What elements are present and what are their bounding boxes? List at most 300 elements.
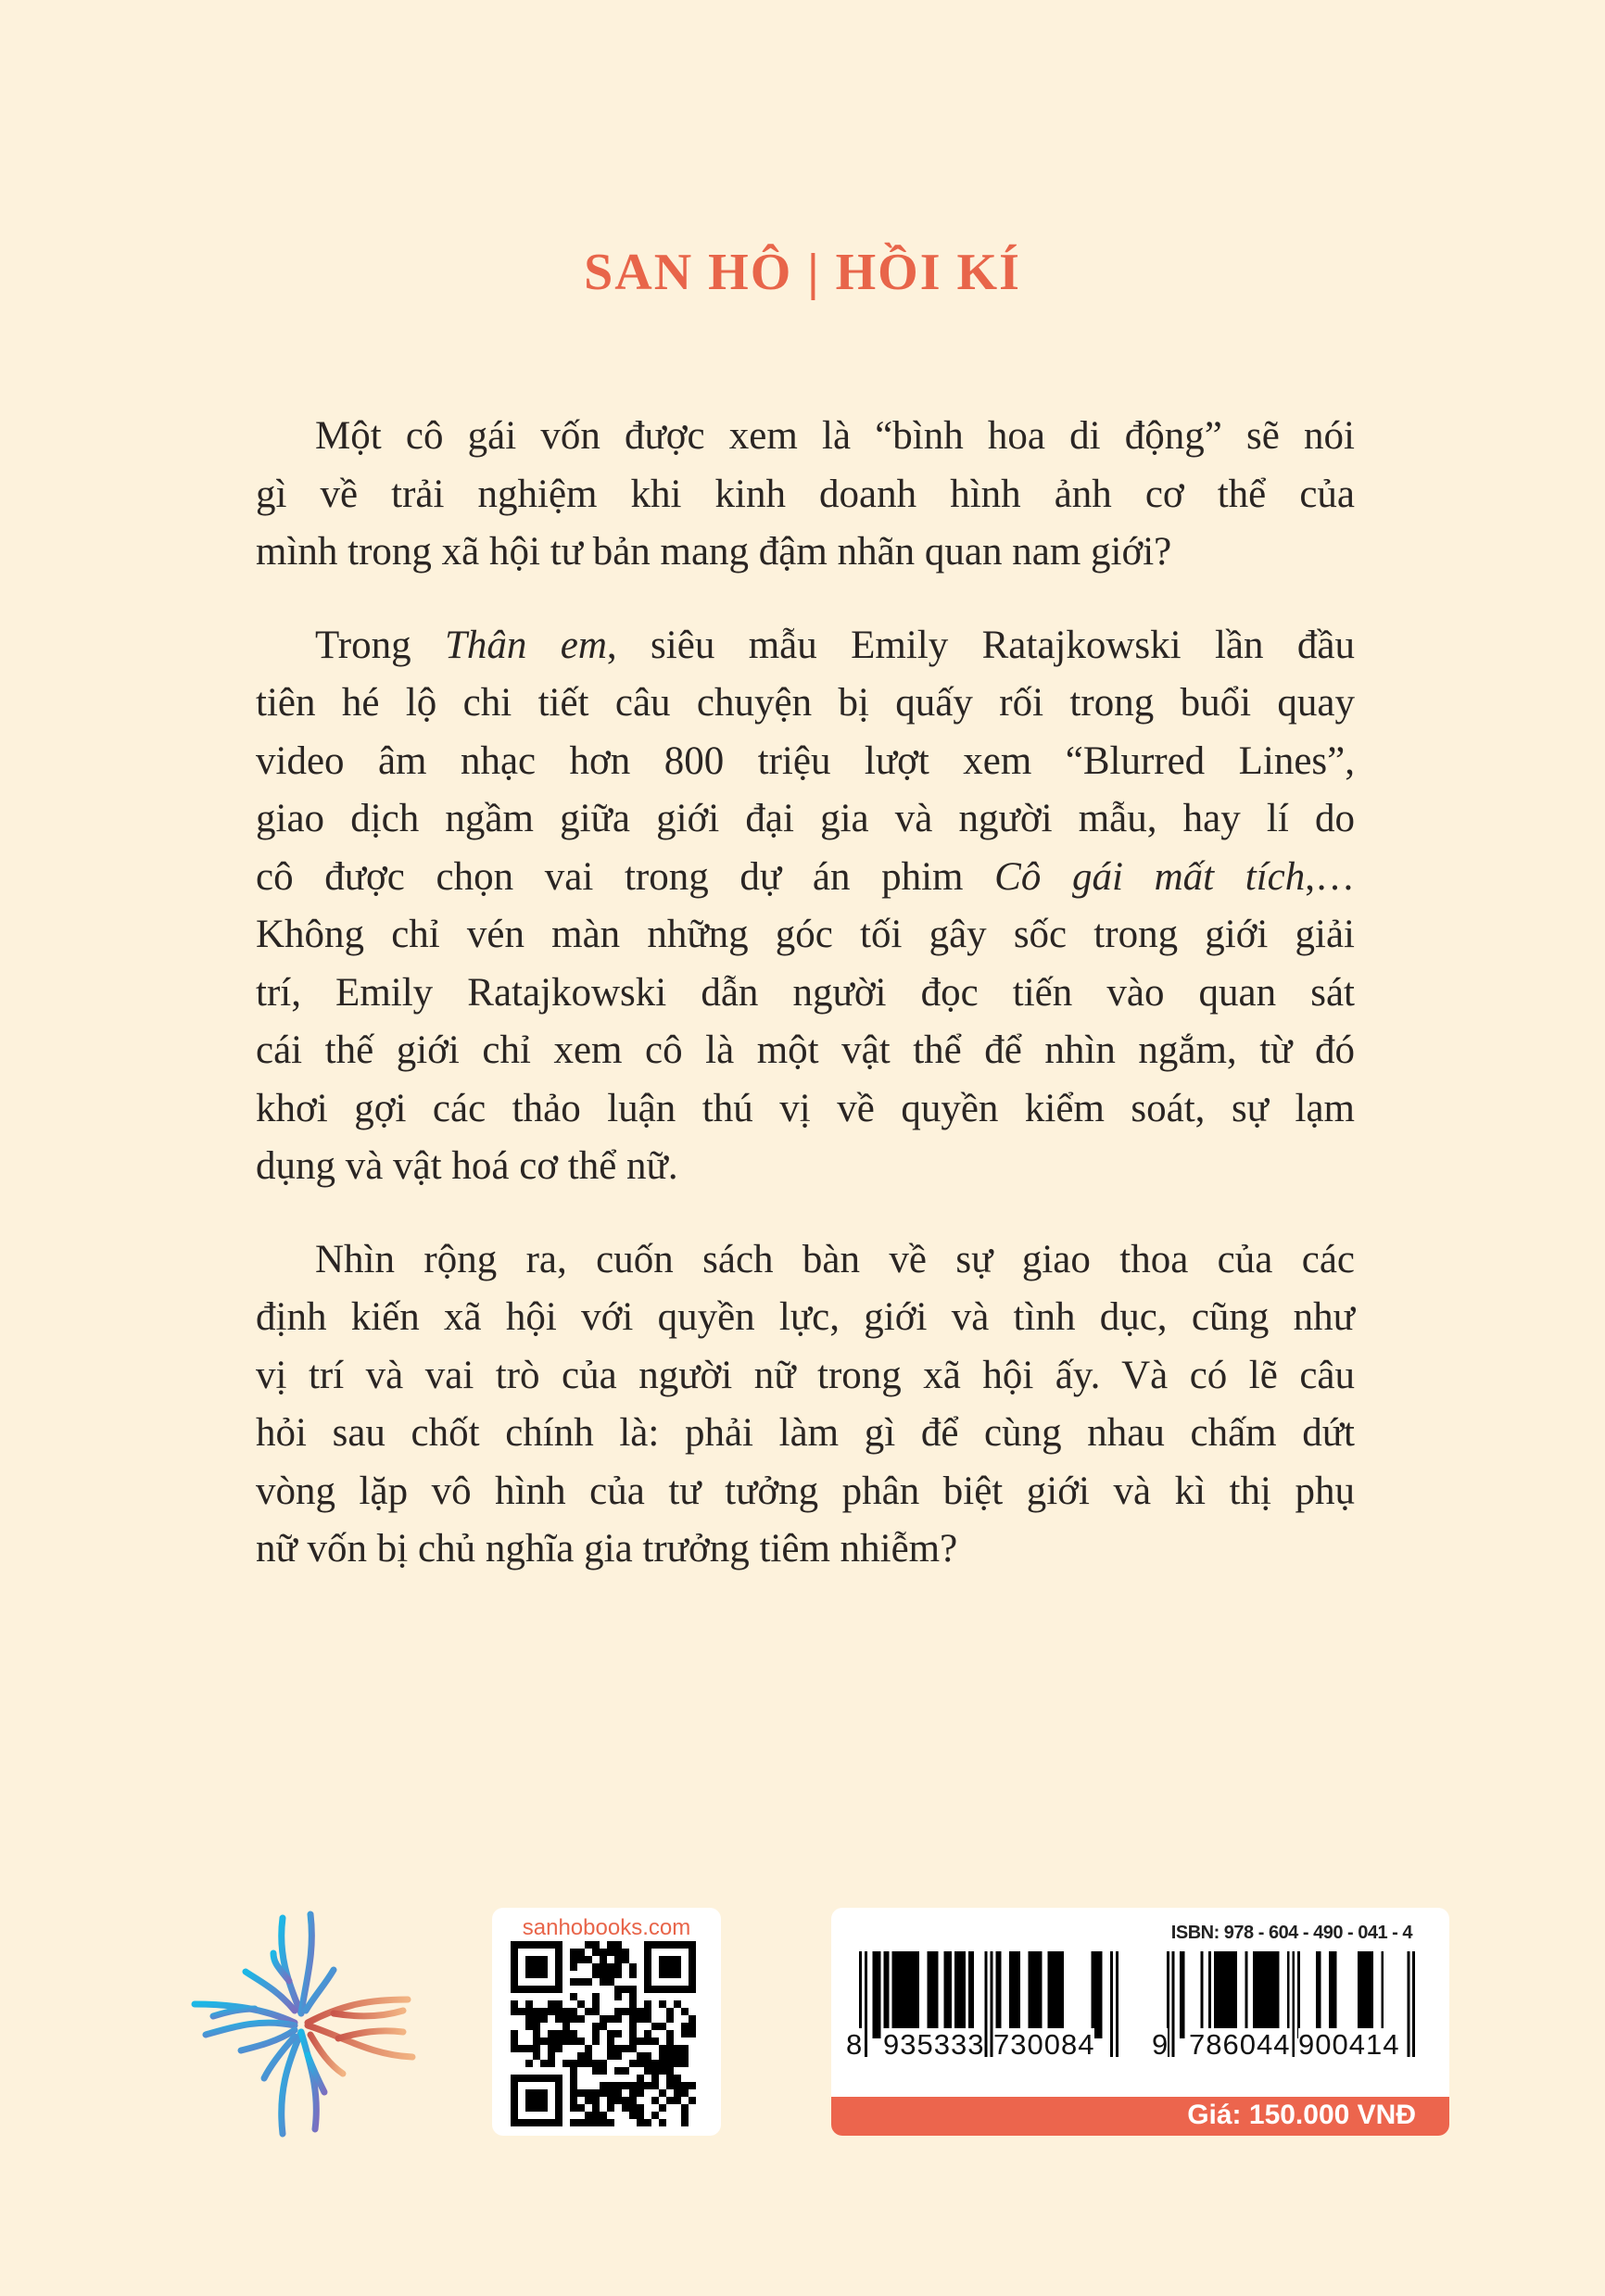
qr-finder: [511, 2119, 562, 2126]
qr-module: [511, 2000, 518, 2008]
qr-module: [585, 2097, 592, 2104]
qr-module: [644, 2008, 651, 2015]
qr-module: [622, 2008, 629, 2015]
qr-module: [592, 1993, 600, 2000]
qr-module: [659, 2045, 666, 2052]
barcode-2-first-digit: 9: [1152, 2028, 1169, 2061]
qr-module: [659, 2089, 666, 2097]
qr-module: [659, 2000, 666, 2008]
qr-module: [681, 2119, 689, 2126]
qr-module: [600, 2067, 607, 2075]
qr-finder: [555, 2075, 562, 2126]
qr-module: [511, 2037, 518, 2045]
qr-module: [614, 2015, 622, 2023]
barcode-bar: [1214, 1951, 1221, 2038]
qr-module: [659, 2023, 666, 2030]
qr-module: [622, 1949, 629, 1956]
qr-module: [607, 1941, 614, 1949]
barcode-guard: [990, 1951, 992, 2057]
barcode-bar: [1017, 1951, 1020, 2038]
qr-module: [637, 2089, 644, 2097]
qr-module: [622, 2067, 629, 2075]
barcode-bar: [1381, 1951, 1384, 2038]
qr-finder: [525, 2089, 548, 2112]
qr-module: [562, 2037, 570, 2045]
qr-module: [622, 2097, 629, 2104]
barcode-bar: [1092, 1951, 1097, 2038]
text-line: [256, 1463, 1355, 1521]
qr-module: [592, 2119, 600, 2126]
qr-module: [629, 2023, 637, 2030]
qr-module: [562, 2015, 570, 2023]
qr-module: [525, 2060, 533, 2067]
qr-module: [614, 2008, 622, 2015]
barcode-guard: [1172, 1951, 1175, 2057]
barcode-bar: [1047, 1951, 1053, 2038]
text-line: [256, 408, 1355, 466]
text-segment: video âm nhạc hơn 800 triệu lượt xem “Blurred Lines”,: [256, 738, 1355, 783]
qr-module: [592, 2037, 600, 2045]
qr-module: [600, 1978, 607, 1986]
sanho-logo-icon: [185, 1907, 417, 2138]
qr-module: [592, 2060, 600, 2067]
qr-module: [629, 1963, 637, 1971]
qr-module: [614, 2067, 622, 2075]
text-line: [256, 524, 1355, 582]
qr-module: [637, 2008, 644, 2015]
qr-module: [570, 2015, 577, 2023]
barcode-bar: [995, 1951, 1001, 2038]
qr-module: [562, 2023, 570, 2030]
qr-module: [681, 2104, 689, 2112]
qr-finder: [511, 2075, 518, 2126]
qr-finder: [555, 1941, 562, 1993]
qr-module: [548, 2045, 555, 2052]
barcode-guard: [1408, 1951, 1410, 2057]
qr-module: [629, 2104, 637, 2112]
barcode-bar: [1053, 1951, 1055, 2038]
qr-module: [644, 2082, 651, 2089]
qr-module: [681, 2060, 689, 2067]
text-segment: vòng lặp vô hình của tư tưởng phân biệt giới và kì thị phụ: [256, 1469, 1355, 1513]
qr-module: [585, 1978, 592, 1986]
qr-module: [614, 2045, 622, 2052]
text-segment: trí, Emily Ratajkowski dẫn người đọc tiến vào quan sát: [256, 970, 1355, 1015]
qr-module: [548, 2060, 555, 2067]
qr-module: [651, 2037, 659, 2045]
qr-module: [629, 2112, 637, 2119]
qr-module: [666, 2067, 674, 2075]
qr-module: [637, 2119, 644, 2126]
qr-module: [577, 1956, 585, 1963]
qr-module: [518, 2008, 525, 2015]
barcode-bar: [1037, 1951, 1043, 2038]
barcode-bar: [873, 1951, 876, 2038]
qr-module: [555, 2015, 562, 2023]
qr-module: [585, 2089, 592, 2097]
qr-module: [600, 1949, 607, 1956]
qr-module: [548, 2030, 555, 2037]
qr-module: [681, 2082, 689, 2089]
qr-module: [637, 2112, 644, 2119]
qr-module: [585, 2112, 592, 2119]
barcode-bar: [1221, 1951, 1229, 2038]
qr-module: [659, 2067, 666, 2075]
qr-module: [585, 2060, 592, 2067]
qr-module: [614, 2097, 622, 2104]
barcode-bar: [960, 1951, 966, 2038]
qr-module: [525, 2023, 533, 2030]
text-line: [256, 906, 1355, 965]
qr-module: [570, 2082, 577, 2089]
qr-module: [600, 1971, 607, 1978]
paragraph: [256, 408, 1355, 582]
qr-module: [629, 1971, 637, 1978]
qr-module: [577, 2015, 585, 2023]
text-segment: định kiến xã hội với quyền lực, giới và tình dục, cũng như: [256, 1295, 1355, 1339]
qr-module: [614, 1971, 622, 1978]
qr-module: [622, 1986, 629, 1993]
qr-module: [555, 2030, 562, 2037]
qr-module: [570, 2030, 577, 2037]
text-line: [256, 1520, 1355, 1579]
text-segment: dụng và vật hoá cơ thể nữ.: [256, 1144, 678, 1188]
qr-module: [629, 2008, 637, 2015]
qr-module: [666, 2037, 674, 2045]
qr-module: [570, 2104, 577, 2112]
qr-module: [637, 2052, 644, 2060]
qr-module: [600, 2119, 607, 2126]
qr-module: [666, 2030, 674, 2037]
text-segment: , siêu mẫu Emily Ratajkowski lần đầu: [606, 623, 1355, 667]
text-segment: nữ vốn bị chủ nghĩa gia trưởng tiêm nhiễm?: [256, 1527, 958, 1571]
barcode-bar: [1234, 1951, 1237, 2038]
qr-module: [607, 1963, 614, 1971]
qr-module: [659, 2119, 666, 2126]
qr-module: [570, 2075, 577, 2082]
qr-card: [492, 1908, 721, 2136]
qr-module: [666, 2060, 674, 2067]
barcode-bar: [876, 1951, 881, 2038]
qr-module: [681, 2045, 689, 2052]
qr-module: [511, 2008, 518, 2015]
qr-module: [518, 2045, 525, 2052]
barcode-bar: [930, 1951, 939, 2038]
qr-module: [674, 2000, 681, 2008]
qr-module: [681, 2030, 689, 2037]
qr-module: [585, 2119, 592, 2126]
qr-code[interactable]: [511, 1941, 696, 2126]
paragraph: [256, 1231, 1355, 1579]
qr-module: [644, 2000, 651, 2008]
qr-module: [525, 2045, 533, 2052]
qr-module: [629, 1986, 637, 1993]
qr-module: [592, 1941, 600, 1949]
qr-module: [614, 2052, 622, 2060]
qr-module: [607, 2119, 614, 2126]
text-line: [256, 733, 1355, 791]
qr-module: [607, 2052, 614, 2060]
qr-module: [614, 1993, 622, 2000]
text-segment: mình trong xã hội tư bản mang đậm nhãn quan nam giới?: [256, 530, 1172, 574]
barcode-guard: [985, 1951, 988, 2057]
qr-module: [637, 2060, 644, 2067]
qr-module: [525, 2015, 533, 2023]
barcode-bar: [1258, 1951, 1266, 2038]
qr-module: [651, 2097, 659, 2104]
qr-module: [644, 2119, 651, 2126]
qr-finder: [525, 1956, 548, 1978]
qr-module: [637, 2104, 644, 2112]
qr-module: [666, 2097, 674, 2104]
qr-module: [592, 2030, 600, 2037]
qr-module: [614, 1986, 622, 1993]
barcode-guard: [1412, 1951, 1415, 2057]
qr-module: [592, 1949, 600, 1956]
qr-module: [681, 2089, 689, 2097]
text-line: [256, 617, 1355, 675]
qr-module: [614, 1949, 622, 1956]
qr-module: [592, 2000, 600, 2008]
barcode-bar: [1230, 1951, 1235, 2038]
qr-module: [637, 2082, 644, 2089]
text-line: [256, 1289, 1355, 1347]
qr-module: [585, 2008, 592, 2015]
text-line: [256, 1231, 1355, 1290]
qr-module: [592, 2008, 600, 2015]
qr-module: [540, 2015, 548, 2023]
qr-module: [570, 2089, 577, 2097]
qr-module: [577, 2037, 585, 2045]
barcode-bar: [897, 1951, 903, 2038]
qr-module: [689, 2015, 696, 2023]
qr-module: [681, 2052, 689, 2060]
qr-module: [570, 2119, 577, 2126]
barcode-bar: [1365, 1951, 1368, 2038]
barcode-bar: [891, 1951, 897, 2038]
qr-finder: [689, 1941, 696, 1993]
qr-module: [525, 2000, 533, 2008]
barcode-card: [831, 1908, 1449, 2136]
qr-module: [637, 2015, 644, 2023]
text-segment: gì về trải nghiệm khi kinh doanh hình ảnh cơ thể của: [256, 472, 1355, 516]
website-url[interactable]: sanhobooks.com: [522, 1915, 691, 1940]
text-line: [256, 1022, 1355, 1080]
text-line: [256, 1347, 1355, 1406]
qr-module: [600, 2060, 607, 2067]
barcode-bar: [1096, 1951, 1099, 2038]
qr-finder: [644, 1941, 651, 1993]
qr-module: [607, 2037, 614, 2045]
text-segment: Nhìn rộng ra, cuốn sách bàn về sự giao thoa của các: [315, 1237, 1355, 1281]
qr-module: [637, 2037, 644, 2045]
barcode-bar: [1012, 1951, 1017, 2038]
text-segment: Trong: [315, 623, 445, 667]
qr-module: [570, 1963, 577, 1971]
qr-finder: [644, 1986, 696, 1993]
qr-module: [577, 2060, 585, 2067]
qr-module: [674, 2082, 681, 2089]
book-title-italic: Cô gái mất tích: [994, 854, 1306, 899]
qr-module: [570, 2067, 577, 2075]
qr-module: [555, 2045, 562, 2052]
qr-module: [600, 2089, 607, 2097]
barcode-bar: [916, 1951, 919, 2038]
text-segment: vị trí và vai trò của người nữ trong xã hội ấy. Và có lẽ câu: [256, 1353, 1355, 1397]
qr-module: [600, 2082, 607, 2089]
qr-module: [592, 2067, 600, 2075]
qr-module: [592, 2023, 600, 2030]
barcode-bar: [928, 1951, 930, 2038]
qr-module: [592, 1963, 600, 1971]
qr-module: [540, 2060, 548, 2067]
qr-module: [651, 2112, 659, 2119]
qr-module: [592, 2089, 600, 2097]
qr-module: [570, 1949, 577, 1956]
qr-module: [689, 2097, 696, 2104]
qr-module: [533, 2008, 540, 2015]
qr-module: [674, 2045, 681, 2052]
qr-module: [540, 2008, 548, 2015]
text-line: [256, 790, 1355, 849]
qr-module: [570, 2037, 577, 2045]
qr-module: [689, 2082, 696, 2089]
isbn-label: ISBN: 978 - 604 - 490 - 041 - 4: [1170, 1923, 1412, 1943]
qr-module: [511, 2045, 518, 2052]
barcode-bar: [1099, 1951, 1102, 2038]
qr-finder: [644, 1941, 696, 1949]
qr-module: [607, 2082, 614, 2089]
qr-module: [555, 2000, 562, 2008]
barcode-bar: [911, 1951, 916, 2038]
text-line: [256, 466, 1355, 524]
text-line: [256, 1138, 1355, 1196]
qr-module: [570, 2008, 577, 2015]
text-line: [256, 1405, 1355, 1463]
barcode-bar: [1180, 1951, 1182, 2038]
barcode-bar: [1358, 1951, 1365, 2038]
barcode-bar: [1245, 1951, 1248, 2038]
text-segment: khơi gợi các thảo luận thú vị về quyền kiểm soát, sự lạm: [256, 1086, 1355, 1130]
qr-module: [607, 2045, 614, 2052]
text-segment: hỏi sau chốt chính là: phải làm gì để cùng nhau chấm dứt: [256, 1411, 1355, 1455]
qr-module: [533, 2023, 540, 2030]
qr-module: [585, 1956, 592, 1963]
blurb-text: [256, 408, 1355, 1614]
qr-module: [548, 2008, 555, 2015]
qr-module: [555, 2037, 562, 2045]
qr-module: [607, 1971, 614, 1978]
barcode-bar: [1329, 1951, 1336, 2038]
qr-module: [585, 2052, 592, 2060]
qr-module: [614, 1941, 622, 1949]
paragraph: [256, 617, 1355, 1196]
qr-module: [614, 1956, 622, 1963]
qr-module: [600, 1963, 607, 1971]
qr-module: [666, 2015, 674, 2023]
qr-module: [562, 2060, 570, 2067]
text-segment: cô được chọn vai trong dự án phim: [256, 854, 995, 899]
qr-module: [666, 2045, 674, 2052]
qr-module: [570, 2060, 577, 2067]
qr-module: [577, 2000, 585, 2008]
qr-module: [577, 2119, 585, 2126]
barcode-bar: [1274, 1951, 1280, 2038]
barcode-bar: [1182, 1951, 1185, 2038]
barcode-bar: [1371, 1951, 1373, 2038]
text-segment: cái thế giới chỉ xem cô là một vật thể để nhìn ngắm, từ đó: [256, 1028, 1355, 1072]
barcode-bar: [1201, 1951, 1204, 2038]
qr-module: [600, 1956, 607, 1963]
qr-module: [629, 2045, 637, 2052]
barcode-bar: [1208, 1951, 1211, 2038]
qr-module: [681, 2008, 689, 2015]
qr-finder: [511, 1941, 518, 1993]
qr-module: [607, 1949, 614, 1956]
barcode-2-left-digits: 786044: [1189, 2028, 1291, 2061]
qr-module: [548, 2000, 555, 2008]
qr-module: [600, 2015, 607, 2023]
qr-module: [644, 2067, 651, 2075]
qr-module: [592, 2097, 600, 2104]
barcode-bar: [884, 1951, 890, 2038]
qr-module: [681, 2112, 689, 2119]
qr-module: [577, 1978, 585, 1986]
qr-module: [629, 2030, 637, 2037]
qr-module: [674, 2089, 681, 2097]
qr-module: [651, 2060, 659, 2067]
qr-module: [622, 2104, 629, 2112]
qr-module: [651, 2023, 659, 2030]
qr-finder: [511, 2075, 562, 2082]
qr-module: [607, 2097, 614, 2104]
barcode-bar: [1055, 1951, 1064, 2038]
qr-module: [607, 2015, 614, 2023]
barcode-guard: [1110, 1951, 1113, 2057]
qr-module: [637, 2075, 644, 2082]
qr-module: [607, 2104, 614, 2112]
qr-module: [585, 2045, 592, 2052]
barcode-bar: [1029, 1951, 1037, 2038]
qr-module: [659, 2104, 666, 2112]
qr-module: [592, 1971, 600, 1978]
qr-module: [674, 2075, 681, 2082]
text-segment: Không chỉ vén màn những góc tối gây sốc trong giới giải: [256, 913, 1355, 956]
text-line: [256, 849, 1355, 907]
qr-module: [666, 2052, 674, 2060]
qr-finder: [511, 1986, 562, 1993]
qr-module: [674, 2097, 681, 2104]
qr-module: [614, 2082, 622, 2089]
barcode-2-right-digits: 900414: [1298, 2028, 1400, 2061]
barcode-1-right-digits: 730084: [993, 2028, 1095, 2061]
qr-module: [666, 2008, 674, 2015]
barcode-1-left-digits: 935333: [883, 2028, 985, 2061]
text-segment: ,…: [1305, 854, 1356, 899]
qr-module: [681, 2023, 689, 2030]
qr-module: [644, 2052, 651, 2060]
qr-module: [622, 1956, 629, 1963]
qr-module: [644, 2030, 651, 2037]
qr-module: [651, 2067, 659, 2075]
qr-finder: [659, 1956, 681, 1978]
barcode-1-first-digit: 8: [846, 2028, 863, 2061]
qr-module: [592, 2112, 600, 2119]
qr-module: [644, 2060, 651, 2067]
qr-module: [629, 1993, 637, 2000]
qr-module: [562, 2008, 570, 2015]
qr-module: [607, 2089, 614, 2097]
